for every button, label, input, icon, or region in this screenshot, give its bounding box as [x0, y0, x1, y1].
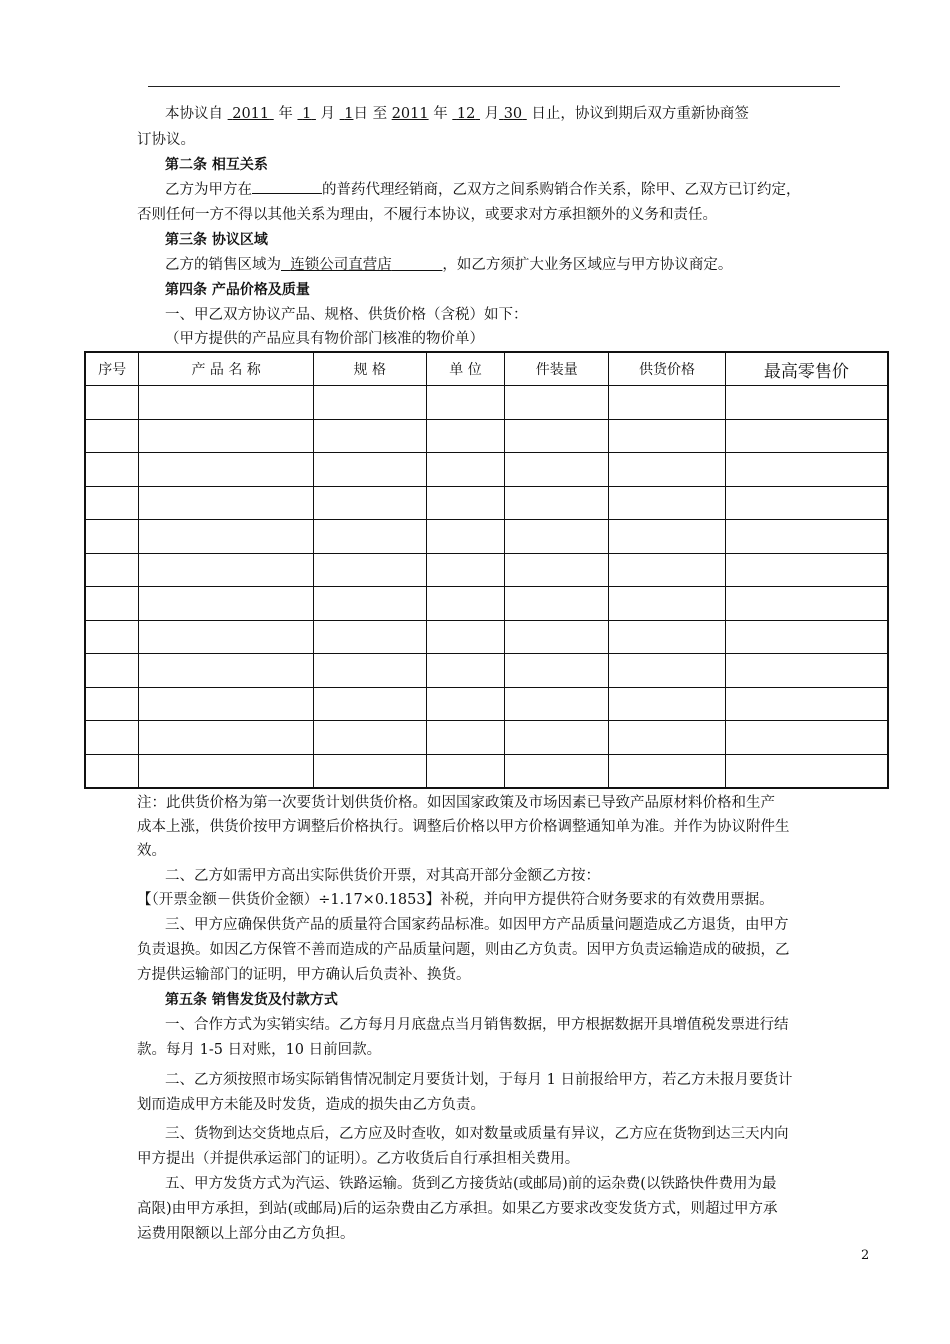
table-row — [85, 721, 888, 755]
order-plan-line-2: 划而造成甲方未能及时发货，造成的损失由乙方负责。 — [137, 1097, 485, 1113]
clause-3-heading: 第三条 协议区域 — [165, 232, 268, 248]
quality-clause-line-1: 三、甲方应确保供货产品的质量符合国家药品标准。如因甲方产品质量问题造成乙方退货，由甲方 — [165, 917, 789, 933]
quality-clause-line-3: 方提供运输部门的证明，甲方确认后负责补、换货。 — [137, 967, 471, 983]
table-row — [85, 654, 888, 688]
term-text-start: 本协议自 — [165, 106, 223, 122]
table-row — [85, 520, 888, 554]
table-row — [85, 620, 888, 654]
payment-clause-line-1: 一、合作方式为实销实结。乙方每月月底盘点当月销售数据，甲方根据数据开具增值税发票进行结 — [165, 1017, 789, 1033]
distributor-region-blank — [252, 178, 322, 194]
col-header-max-retail-price: 最高零售价 — [725, 352, 888, 386]
quality-clause-line-2: 负责退换。如因乙方保管不善而造成的产品质量问题，则由乙方负责。因甲方负责运输造成的破损，乙 — [137, 942, 790, 958]
price-note-line-1: 注：此供货价格为第一次要货计划供货价格。如因国家政策及市场因素已导致产品原材料价格和生产 — [137, 795, 775, 811]
table-row — [85, 419, 888, 453]
clause-5-heading: 第五条 销售发货及付款方式 — [165, 992, 338, 1008]
end-month: 12 — [456, 106, 476, 122]
header-rule — [148, 86, 840, 87]
day-label: 日 至 — [353, 106, 388, 122]
term-line-2: 订协议。 — [137, 132, 195, 148]
table-row — [85, 453, 888, 487]
table-row — [85, 553, 888, 587]
shipping-line-2: 高限)由甲方承担，到站(或邮局)后的运杂费由乙方承担。如果乙方要求改变发货方式，则超过甲方承 — [137, 1201, 778, 1217]
clause-4-intro: 一、甲乙双方协议产品、规格、供货价格（含税）如下： — [165, 307, 528, 323]
col-header-index: 序号 — [85, 352, 139, 386]
end-year: 2011 — [391, 106, 429, 122]
start-month: 1 — [302, 106, 312, 122]
shipping-line-1: 五、甲方发货方式为汽运、铁路运输。货到乙方接货站(或邮局)前的运杂费(以铁路快件费用为最 — [165, 1176, 777, 1192]
delivery-check-line-2: 甲方提出（并提供承运部门的证明）。乙方收货后自行承担相关费用。 — [137, 1151, 580, 1167]
col-header-product-name: 产 品 名 称 — [139, 352, 314, 386]
page-number: 2 — [861, 1248, 870, 1263]
delivery-check-line-1: 三、货物到达交货地点后，乙方应及时查收，如对数量或质量有异议，乙方应在货物到达三天内向 — [165, 1126, 789, 1142]
table-row — [85, 754, 888, 788]
payment-clause-line-2: 款。每月 1-5 日对账，10 日前回款。 — [137, 1042, 382, 1058]
year-label: 年 — [278, 106, 293, 122]
term-line — [137, 102, 900, 126]
year-label-2: 年 — [433, 106, 448, 122]
table-header-row — [85, 352, 888, 386]
table-row — [85, 687, 888, 721]
table-row — [85, 386, 888, 420]
clause-4-heading: 第四条 产品价格及质量 — [165, 282, 310, 298]
col-header-spec: 规 格 — [313, 352, 426, 386]
clause-2-line-1: 乙方为甲方在 的普药代理经销商，乙双方之间系购销合作关系，除甲、乙双方已订约定， — [137, 178, 900, 202]
table-row — [85, 486, 888, 520]
price-note-line-2: 成本上涨，供货价按甲方调整后价格执行。调整后价格以甲方价格调整通知单为准。并作为协议附件生 — [137, 819, 790, 835]
invoice-clause-line-2: 【（开票金额－供货价金额）÷1.17×0.1853】补税，并向甲方提供符合财务要求的有效费用票据。 — [137, 892, 774, 908]
invoice-clause-line-1: 二、乙方如需甲方高出实际供货价开票，对其高开部分金额乙方按： — [165, 868, 600, 884]
start-day: 1 — [344, 106, 354, 122]
month-label: 月 — [320, 106, 336, 122]
order-plan-line-1: 二、乙方须按照市场实际销售情况制定月要货计划，于每月 1 日前报给甲方，若乙方未报月要货计 — [165, 1072, 793, 1088]
clause-3-line: 乙方的销售区域为 连锁公司直营店 ，如乙方须扩大业务区域应与甲方协议商定。 — [165, 257, 733, 273]
table-row — [85, 587, 888, 621]
start-year: 2011 — [232, 106, 270, 122]
clause-4-sub: （甲方提供的产品应具有物价部门核准的物价单） — [165, 331, 484, 347]
price-table — [84, 351, 889, 789]
col-header-supply-price: 供货价格 — [609, 352, 726, 386]
clause-2-heading: 第二条 相互关系 — [165, 157, 268, 173]
end-day: 30 — [503, 106, 523, 122]
shipping-line-3: 运费用限额以上部分由乙方负担。 — [137, 1226, 355, 1242]
term-text-end: 日止，协议到期后双方重新协商签 — [531, 106, 749, 122]
col-header-pack-qty: 件装量 — [505, 352, 609, 386]
clause-2-line-2: 否则任何一方不得以其他关系为理由，不履行本协议，或要求对方承担额外的义务和责任。 — [137, 207, 717, 223]
month-label-2: 月 — [484, 106, 500, 122]
col-header-unit: 单 位 — [426, 352, 505, 386]
price-note-line-3: 效。 — [137, 843, 166, 859]
sales-region: 连锁公司直营店 — [290, 257, 392, 273]
